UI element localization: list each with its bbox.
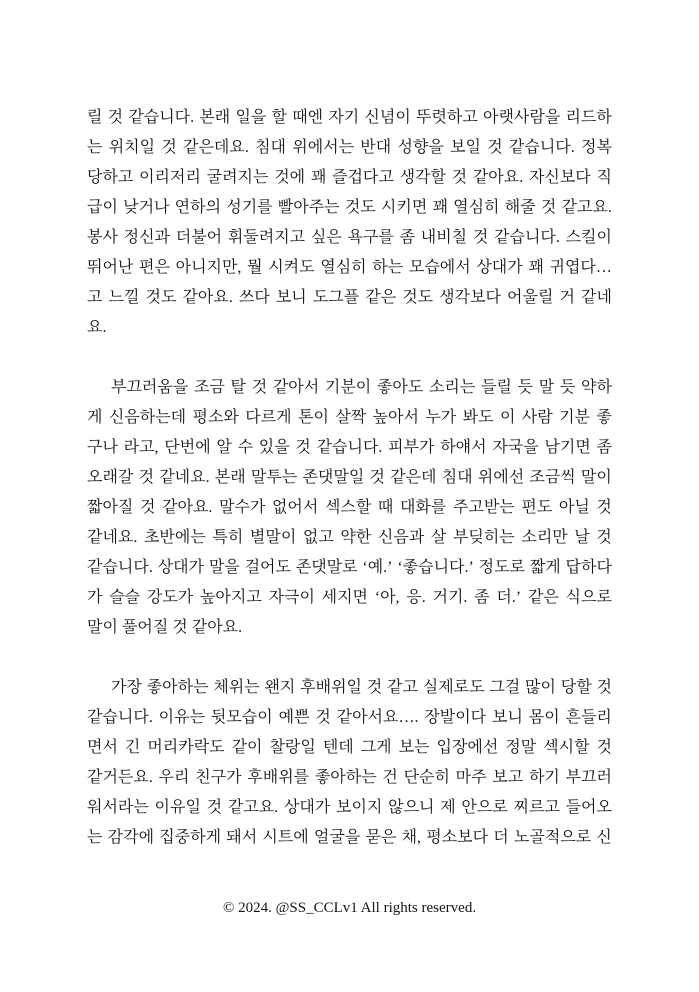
word: 섹스할	[324, 499, 372, 516]
word: 것	[366, 679, 383, 696]
word: 본래	[214, 469, 246, 486]
word: 좀	[474, 589, 490, 606]
word: 것도	[344, 199, 376, 216]
word: 자기	[328, 109, 360, 126]
word: 부끄러움을	[111, 379, 189, 396]
word: 것	[295, 439, 311, 456]
word: 오래갈	[87, 469, 134, 486]
text-line	[87, 763, 612, 793]
text-line	[87, 253, 612, 283]
word: 높아지고	[199, 589, 262, 606]
word: 는	[87, 829, 103, 846]
word: 느낄	[108, 289, 140, 306]
word: 알	[216, 439, 232, 456]
word: 더불어	[175, 229, 223, 246]
word: 들릴	[481, 379, 512, 396]
word: 제	[440, 799, 456, 816]
word: 연하의	[174, 199, 222, 216]
word: 조금	[193, 379, 225, 396]
word: 뭘	[247, 259, 263, 276]
word: 같은데	[390, 469, 437, 486]
word: 텐데	[322, 739, 354, 756]
paragraph	[87, 373, 612, 643]
word: 자국을	[492, 439, 539, 456]
word: 돼서	[226, 829, 258, 846]
text-line	[87, 823, 612, 853]
word: 상대가	[476, 259, 523, 276]
word: 것	[472, 229, 489, 246]
word: 이유일	[154, 799, 201, 816]
word: 이	[499, 409, 516, 426]
word: 피부가	[388, 439, 435, 456]
word: 열심히	[453, 199, 500, 216]
word: 것도	[402, 289, 434, 306]
word: 장발이다	[424, 709, 487, 726]
word: 같네	[580, 289, 612, 306]
word: 사람	[521, 409, 553, 426]
word: 체위는	[213, 679, 260, 696]
word: 감각에	[107, 829, 155, 846]
word: 해줄	[504, 199, 536, 216]
text-line	[87, 133, 612, 163]
word: 같은	[527, 589, 559, 606]
word: 빨아주는	[277, 199, 340, 216]
text-line	[87, 103, 612, 133]
word: 신	[596, 829, 612, 846]
word: 보일	[450, 139, 481, 156]
word: 흔들리	[565, 709, 612, 726]
word: 내비칠	[420, 229, 468, 246]
text-line	[87, 463, 612, 493]
word: 대화를	[399, 499, 447, 516]
word: 것	[369, 469, 385, 486]
word: 당하고	[87, 169, 134, 186]
word: 일을	[235, 109, 267, 126]
word: 어울릴	[507, 289, 554, 306]
text-line	[87, 673, 612, 703]
word: 정말	[505, 739, 537, 756]
word: 부끄러	[565, 769, 612, 786]
word: 침대	[255, 139, 286, 156]
word: 직	[596, 169, 612, 186]
word: 답하다	[565, 559, 612, 576]
word: 찌르고	[513, 799, 560, 816]
word: 좋아하는	[314, 769, 377, 786]
word: 것	[251, 379, 268, 396]
word: 별말이	[249, 529, 297, 546]
word: 쓰다	[238, 289, 270, 306]
word: 누가	[425, 409, 457, 426]
word: 굴려지는	[206, 169, 269, 186]
word: 것	[161, 139, 177, 156]
word: 면서	[87, 739, 118, 756]
word: 말이	[580, 469, 612, 486]
word: 것	[139, 499, 156, 516]
word: 입장에선	[436, 739, 499, 756]
word: 같고	[387, 679, 418, 696]
word: 후배위를	[247, 769, 310, 786]
word: 성기를	[226, 199, 273, 216]
word: 구나	[87, 439, 118, 456]
text-line	[87, 283, 612, 313]
word: 특히	[212, 529, 244, 546]
word: 상대가	[157, 559, 205, 576]
word: 같아서	[272, 379, 320, 396]
word: 생각할	[399, 169, 446, 186]
word: ‘좋습니다.’	[397, 559, 474, 576]
word: ‘아,	[374, 589, 400, 606]
word: 것	[138, 469, 155, 486]
text-line	[87, 163, 612, 193]
word: 얼굴을	[313, 829, 361, 846]
word: 긴	[124, 739, 141, 756]
word: 같습니다.	[494, 229, 560, 246]
word: 보이지	[336, 799, 383, 816]
word: 열심히	[320, 259, 367, 276]
text-line	[87, 193, 612, 223]
word: 건	[382, 769, 398, 786]
word: 같습니다.	[87, 709, 153, 726]
word: 말	[538, 379, 555, 396]
word: 것	[540, 199, 557, 216]
word: 우리	[158, 769, 190, 786]
word: 아닐	[558, 499, 590, 516]
word: 높아서	[372, 409, 419, 426]
word: 가장	[111, 679, 142, 696]
word: 뛰어난	[87, 259, 134, 276]
word: 없어서	[271, 499, 319, 516]
word: 위에서는	[292, 139, 355, 156]
word: 것	[596, 679, 612, 696]
word: 이유는	[158, 709, 206, 726]
word: 소리만	[521, 529, 568, 546]
word: 릴	[87, 109, 103, 126]
word: 게	[87, 409, 103, 426]
word: 성향을	[397, 139, 444, 156]
word: 후배위일	[300, 679, 362, 696]
word: 같습니다.	[128, 109, 195, 126]
word: 생각보다	[439, 289, 501, 306]
word: 같네요.	[159, 469, 210, 486]
word: 뚜렷하고	[415, 109, 478, 126]
word: 할	[271, 109, 288, 126]
word: 더	[493, 829, 509, 846]
word: 시트에	[262, 829, 309, 846]
word: 보니	[491, 709, 523, 726]
word: 휘둘려지고	[227, 229, 306, 246]
word: 듯	[517, 379, 534, 396]
word: 좀	[596, 439, 612, 456]
word: 자극이	[268, 589, 315, 606]
word: 뒷모습이	[210, 709, 273, 726]
word: 것	[315, 709, 331, 726]
word: 기분	[559, 409, 590, 426]
word: 평소보다	[426, 829, 489, 846]
text-line	[87, 493, 612, 523]
word: 신음과	[377, 529, 425, 546]
word: 같아요.	[182, 289, 233, 306]
word: 는	[87, 139, 103, 156]
word: 걸어도	[244, 559, 291, 576]
word: 위에선	[477, 469, 525, 486]
word: ‘예.’	[362, 559, 393, 576]
word: 가	[87, 589, 103, 606]
word: 워서라는	[87, 799, 149, 816]
word: 좀	[399, 229, 416, 246]
paragraph	[87, 673, 612, 853]
word: 때엔	[292, 109, 324, 126]
text-line: 요.	[87, 319, 107, 336]
word: 있을	[258, 439, 290, 456]
word: 즐겁다고	[332, 169, 394, 186]
word: 말수가	[219, 499, 266, 516]
word: 머리카락도	[147, 739, 225, 756]
word: 것	[596, 499, 612, 516]
word: 위치일	[108, 139, 156, 156]
word: 듯	[559, 379, 576, 396]
word: 것	[596, 739, 612, 756]
word: 살	[430, 529, 447, 546]
word: 약한	[340, 529, 372, 546]
text-line	[87, 223, 612, 253]
paragraph	[87, 103, 612, 343]
word: 정신과	[123, 229, 171, 246]
word: 급이	[87, 199, 118, 216]
word: 하는	[372, 259, 404, 276]
text-line	[87, 733, 612, 763]
word: 들어오	[565, 799, 612, 816]
text-line	[87, 793, 612, 823]
word: 말을	[208, 559, 240, 576]
word: 초반에는	[143, 529, 206, 546]
text-line	[87, 583, 612, 613]
word: 반대	[360, 139, 392, 156]
word: 평소와	[192, 409, 239, 426]
word: 상대가	[283, 799, 331, 816]
word: 많이	[525, 679, 556, 696]
word: 같습니다.	[87, 559, 153, 576]
word: 살짝	[335, 409, 367, 426]
word: 자신보다	[528, 169, 591, 186]
word: 같고요.	[227, 799, 279, 816]
word: 당할	[560, 679, 592, 696]
text-line	[87, 523, 612, 553]
word: 본래	[199, 109, 231, 126]
word: 수	[237, 439, 254, 456]
word: 것	[487, 139, 503, 156]
word: 약하	[581, 379, 612, 396]
word: 정도로	[478, 559, 525, 576]
word: 남기면	[544, 439, 591, 456]
word: 않으니	[388, 799, 435, 816]
word: 아랫사람을	[483, 109, 561, 126]
word: 없고	[302, 529, 334, 546]
word: 식으로	[565, 589, 612, 606]
word: 실제로도	[422, 679, 485, 696]
word: 짧아질	[87, 499, 134, 516]
word: 것도	[145, 289, 177, 306]
word: 그걸	[489, 679, 521, 696]
word: 보니	[275, 289, 307, 306]
word: 부딪히는	[452, 529, 515, 546]
word: 좋아도	[376, 379, 424, 396]
word: 같고요.	[561, 199, 612, 216]
word: 시켜도	[268, 259, 315, 276]
word: 같이	[231, 739, 263, 756]
word: 것	[596, 529, 612, 546]
word: 정복	[580, 139, 612, 156]
word: 슬슬	[109, 589, 141, 606]
word: 같거든요.	[87, 769, 153, 786]
word: 봐도	[462, 409, 494, 426]
word: 싶은	[310, 229, 342, 246]
word: 때	[377, 499, 394, 516]
word: 봉사	[87, 229, 118, 246]
word: 강도가	[146, 589, 194, 606]
word: 같아서요….	[336, 709, 419, 726]
word: 것	[451, 169, 468, 186]
word: 단순히	[403, 769, 450, 786]
word: 같아요.	[472, 169, 524, 186]
word: 단번에	[164, 439, 211, 456]
word: 더.’	[496, 589, 522, 606]
word: 친구가	[195, 769, 242, 786]
word: 그게	[360, 739, 392, 756]
word: 보고	[492, 769, 524, 786]
text-body	[87, 103, 612, 883]
word: 존댓말일	[302, 469, 365, 486]
word: 하기	[528, 769, 560, 786]
word: 고	[87, 289, 103, 306]
word: 편도	[521, 499, 553, 516]
word: 스킬이	[565, 229, 612, 246]
word: 아니지만,	[175, 259, 242, 276]
word: 존댓말로	[295, 559, 358, 576]
word: 톤이	[298, 409, 329, 426]
word: 모습에서	[408, 259, 471, 276]
word: 것에	[274, 169, 306, 186]
word: 낮거나	[123, 199, 170, 216]
word: 좋아하는	[146, 679, 209, 696]
word: 짧게	[529, 559, 561, 576]
word: 보는	[398, 739, 430, 756]
word: 꽤	[528, 259, 544, 276]
word: 거기.	[432, 589, 468, 606]
text-line	[87, 403, 612, 433]
word: 같아요.	[162, 499, 213, 516]
text-line	[87, 703, 612, 733]
word: 안으로	[461, 799, 508, 816]
word: 꽤	[432, 199, 448, 216]
word: 좋	[596, 409, 612, 426]
word: 집중하게	[159, 829, 222, 846]
word: 신념이	[364, 109, 411, 126]
text-line	[87, 553, 612, 583]
word: 욕구를	[347, 229, 394, 246]
word: 편은	[139, 259, 170, 276]
word: 귀엽다…	[549, 259, 612, 276]
copyright-footer: © 2024. @SS_CCLv1 All rights reserved.	[222, 900, 477, 916]
word: 몸이	[528, 709, 560, 726]
word: 같습니다.	[316, 439, 383, 456]
word: 침대	[441, 469, 473, 486]
word: 같은데요.	[183, 139, 249, 156]
word: 예쁜	[278, 709, 310, 726]
word: 같습니다.	[508, 139, 575, 156]
word: 이리저리	[139, 169, 201, 186]
word: 날	[574, 529, 590, 546]
word: 다르게	[245, 409, 292, 426]
word: 묻은	[365, 829, 397, 846]
word: 것	[206, 799, 223, 816]
word: 주고받는	[452, 499, 515, 516]
text-line	[87, 433, 612, 463]
word: 찰랑일	[269, 739, 316, 756]
word: 소리는	[428, 379, 476, 396]
word: 같은	[365, 289, 397, 306]
word: 채,	[401, 829, 422, 846]
word: 세지면	[321, 589, 369, 606]
word: 라고,	[123, 439, 159, 456]
word: 탈	[230, 379, 247, 396]
text-line: 말이 풀어질 것 같아요.	[87, 619, 243, 636]
word: 왠지	[264, 679, 296, 696]
text-line	[87, 373, 612, 403]
word: 조금씩	[529, 469, 576, 486]
word: 마주	[455, 769, 487, 786]
word: 도그플	[312, 289, 360, 306]
word: 말투는	[250, 469, 298, 486]
word: 리드하	[565, 109, 612, 126]
word: 것	[107, 109, 124, 126]
word: 시키면	[380, 199, 428, 216]
word: 응.	[406, 589, 426, 606]
word: 꽤	[310, 169, 327, 186]
word: 노골적으로	[513, 829, 592, 846]
word: 같네요.	[87, 529, 138, 546]
word: 하얘서	[440, 439, 487, 456]
word: 기분이	[324, 379, 372, 396]
word: 섹시할	[543, 739, 590, 756]
word: 거	[559, 289, 575, 306]
word: 신음하는데	[108, 409, 187, 426]
